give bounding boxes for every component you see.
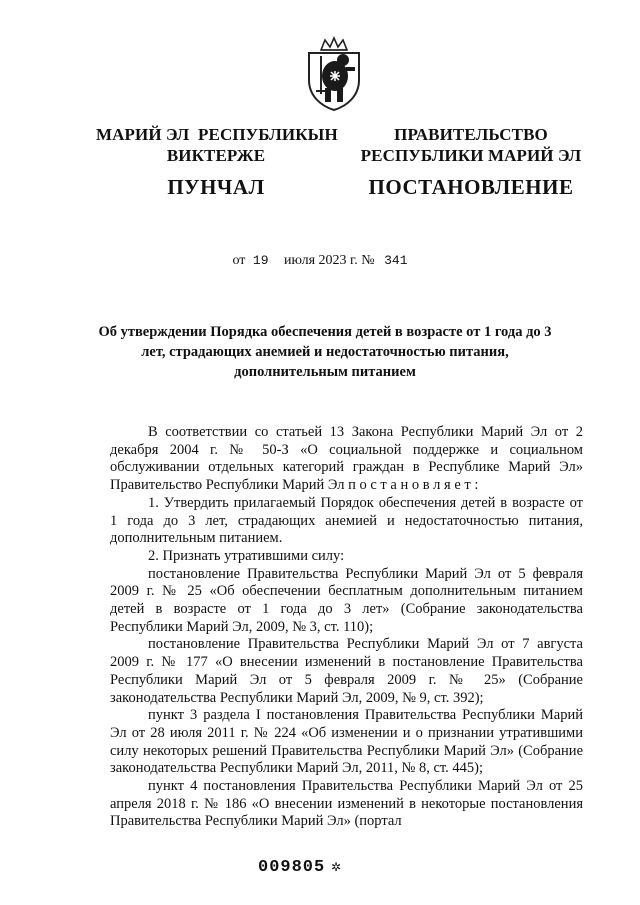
header-right (358, 124, 584, 200)
date-day: 19 (252, 253, 269, 268)
header-right-line1: ПРАВИТЕЛЬСТВО (394, 125, 548, 144)
date-line (0, 252, 640, 270)
body-paragraph: 2. Признать утратившими силу: (148, 547, 345, 564)
serial-number-block (258, 856, 342, 877)
body-paragraph: постановление Правительства Республики Марий Эл от 7 августа 2009 г. № 177 «О внесении изменений в постановление Правительства Республики Марий Эл от 5 февраля 2009 г. № 25» (Собрание законодательства Республики Марий Эл, 2009, № 9, ст. 392); (110, 636, 583, 706)
asterisk-icon: ✲ (331, 858, 342, 876)
header-right-line2: РЕСПУБЛИКИ МАРИЙ ЭЛ (360, 146, 582, 165)
document-number: 341 (384, 253, 408, 268)
crown (321, 38, 347, 50)
body-paragraph: пункт 3 раздела I постановления Правительства Республики Марий Эл от 28 июля 2011 г. № 224 «Об изменении и о признании утратившими силу некоторых решений Правительства Республики Марий Эл» (Собрание законодательства Республики Марий Эл, 2011, № 8, ст. 445); (110, 707, 583, 777)
date-prefix: от (232, 253, 246, 268)
serial-number: 009805 (258, 858, 326, 877)
header-left-line1: МАРИЙ ЭЛ РЕСПУБЛИКЫН (96, 125, 338, 144)
body-paragraph: пункт 4 постановления Правительства Республики Марий Эл от 25 апреля 2018 г. № 186 «О внесении изменений в некоторые постановления Правительства Республики Марий Эл» (портал (110, 778, 583, 830)
coat-of-arms-icon (299, 36, 369, 112)
date-month-year: июля 2023 г. № (284, 253, 375, 268)
body-paragraph: В соответствии со статьей 13 Закона Республики Марий Эл от 2 декабря 2004 г. № 50-З «О социальной поддержке и социальном обслуживании отдельных категорий граждан в Республике Марий Эл» Правительство Республики Марий Эл п о с т а н о в л я е т : (110, 424, 583, 494)
ornament-mark (330, 71, 340, 81)
body-paragraph: 1. Утвердить прилагаемый Порядок обеспечения детей в возрасте от 1 года до 3 лет, страдающих анемией и недостаточностью питания, дополнительным питанием. (110, 494, 583, 547)
body-paragraph: постановление Правительства Республики Марий Эл от 5 февраля 2009 г. № 25 «Об обеспечении бесплатным дополнительным питанием детей в возрасте от 1 года до 3 лет» (Собрание законодательства Республики Марий Эл, 2009, № 3, ст. 110); (110, 565, 583, 635)
header-right-doc-type: ПОСТАНОВЛЕНИЕ (368, 175, 574, 199)
document-title: Об утверждении Порядка обеспечения детей в возрасте от 1 года до 3 лет, страдающих анемией и недостаточностью питания, дополнительным питанием (98, 324, 552, 380)
header-left-doc-type: ПУНЧАЛ (167, 175, 265, 199)
header-left-line2: ВИКТЕРЖЕ (166, 146, 266, 165)
header-left (96, 124, 336, 200)
document-body (110, 424, 583, 831)
